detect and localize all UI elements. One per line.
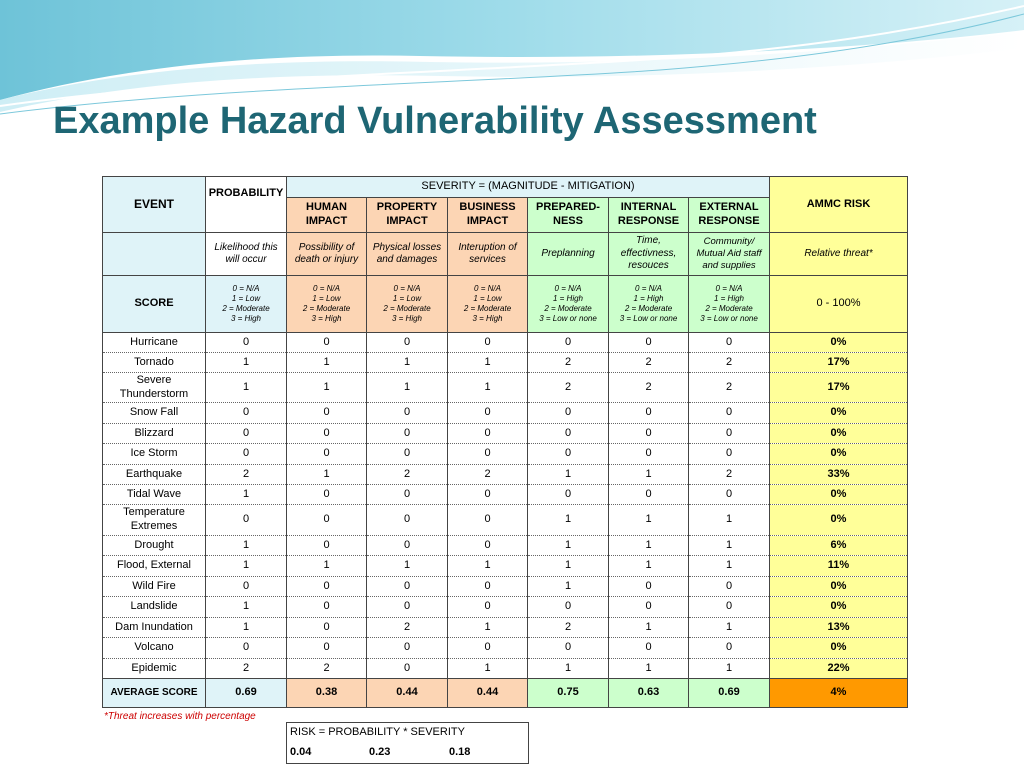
hazard-score-cell: 0 (367, 659, 448, 679)
hazard-score-cell: 0 (367, 333, 448, 353)
hazard-event-name: Ice Storm (103, 444, 206, 465)
hazard-risk-cell: 0% (770, 424, 908, 444)
hazard-event-name: Flood, External (103, 556, 206, 577)
hazard-row (103, 353, 908, 373)
hazard-score-cell: 0 (448, 333, 528, 353)
hazard-score-cell: 1 (287, 556, 367, 577)
hazard-score-cell: 2 (528, 373, 609, 403)
hazard-score-cell: 1 (609, 465, 689, 485)
hazard-row (103, 597, 908, 618)
hazard-score-cell: 0 (206, 577, 287, 597)
hazard-score-cell: 0 (287, 505, 367, 536)
score-legend-preparedness: 0 = N/A 1 = High 2 = Moderate 3 = Low or none (528, 276, 609, 333)
hazard-event-name: Snow Fall (103, 403, 206, 424)
score-legend-probability: 0 = N/A 1 = Low 2 = Moderate 3 = High (206, 276, 287, 333)
hazard-rows (103, 333, 908, 679)
hazard-score-cell: 1 (367, 556, 448, 577)
hazard-risk-cell: 17% (770, 373, 908, 403)
hazard-score-cell: 0 (609, 444, 689, 465)
hazard-score-cell: 1 (206, 556, 287, 577)
score-legend-external: 0 = N/A 1 = High 2 = Moderate 3 = Low or none (689, 276, 770, 333)
hazard-score-cell: 1 (528, 536, 609, 556)
hazard-score-cell: 0 (206, 403, 287, 424)
hazard-score-cell: 0 (689, 424, 770, 444)
hazard-risk-cell: 33% (770, 465, 908, 485)
hazard-score-cell: 0 (609, 577, 689, 597)
desc-risk: Relative threat* (770, 233, 908, 276)
hazard-event-name: Volcano (103, 638, 206, 659)
header-severity: SEVERITY = (MAGNITUDE - MITIGATION) (287, 177, 770, 198)
hazard-score-cell: 0 (367, 505, 448, 536)
average-property: 0.44 (367, 679, 448, 708)
score-legend-internal: 0 = N/A 1 = High 2 = Moderate 3 = Low or none (609, 276, 689, 333)
slide-title: Example Hazard Vulnerability Assessment (53, 100, 817, 142)
hazard-score-cell: 0 (528, 403, 609, 424)
hazard-risk-cell: 0% (770, 597, 908, 618)
hazard-score-cell: 0 (287, 638, 367, 659)
hazard-score-cell: 0 (367, 403, 448, 424)
score-legend-property: 0 = N/A 1 = Low 2 = Moderate 3 = High (367, 276, 448, 333)
hazard-score-cell: 0 (287, 424, 367, 444)
threat-footnote: *Threat increases with percentage (104, 711, 256, 722)
hazard-score-cell: 0 (609, 403, 689, 424)
hazard-risk-cell: 6% (770, 536, 908, 556)
desc-property: Physical losses and damages (367, 233, 448, 276)
hazard-score-cell: 1 (287, 353, 367, 373)
hazard-score-cell: 1 (528, 505, 609, 536)
hazard-score-cell: 0 (689, 333, 770, 353)
hazard-row (103, 333, 908, 353)
hazard-risk-cell: 0% (770, 638, 908, 659)
hazard-row (103, 618, 908, 638)
hazard-risk-cell: 11% (770, 556, 908, 577)
hazard-risk-cell: 0% (770, 403, 908, 424)
hazard-event-name: Drought (103, 536, 206, 556)
score-legend-business: 0 = N/A 1 = Low 2 = Moderate 3 = High (448, 276, 528, 333)
header-internal-response: INTERNAL RESPONSE (609, 198, 689, 233)
average-business: 0.44 (448, 679, 528, 708)
hazard-event-name: Earthquake (103, 465, 206, 485)
desc-probability: Likelihood this will occur (206, 233, 287, 276)
hazard-score-cell: 0 (528, 333, 609, 353)
hazard-score-cell: 0 (689, 577, 770, 597)
hazard-score-cell: 1 (609, 505, 689, 536)
hazard-score-cell: 0 (287, 444, 367, 465)
hazard-score-cell: 0 (367, 485, 448, 505)
hazard-score-cell: 2 (367, 618, 448, 638)
hazard-score-cell: 1 (689, 659, 770, 679)
hazard-score-cell: 0 (287, 577, 367, 597)
average-probability: 0.69 (206, 679, 287, 708)
hazard-score-cell: 0 (528, 485, 609, 505)
hazard-score-cell: 0 (609, 485, 689, 505)
header-preparedness: PREPARED-NESS (528, 198, 609, 233)
hazard-score-cell: 0 (206, 444, 287, 465)
hazard-score-cell: 0 (287, 618, 367, 638)
hazard-score-cell: 0 (609, 424, 689, 444)
risk-value-impact: 0.23 (369, 746, 391, 758)
desc-external: Community/ Mutual Aid staff and supplies (689, 233, 770, 276)
risk-formula-box (286, 722, 529, 764)
hazard-score-cell: 0 (528, 424, 609, 444)
hazard-score-cell: 0 (609, 638, 689, 659)
hazard-row (103, 444, 908, 465)
risk-formula-label: RISK = PROBABILITY * SEVERITY (290, 726, 465, 738)
hazard-risk-cell: 0% (770, 577, 908, 597)
hazard-score-cell: 1 (367, 373, 448, 403)
hazard-row (103, 659, 908, 679)
hazard-score-cell: 2 (689, 353, 770, 373)
hazard-score-cell: 0 (367, 536, 448, 556)
desc-human: Possibility of death or injury (287, 233, 367, 276)
hazard-score-cell: 1 (206, 353, 287, 373)
average-internal: 0.63 (609, 679, 689, 708)
desc-event-blank (103, 233, 206, 276)
hazard-score-cell: 1 (206, 536, 287, 556)
hazard-score-cell: 0 (367, 577, 448, 597)
hazard-score-cell: 1 (689, 556, 770, 577)
hazard-event-name: Epidemic (103, 659, 206, 679)
hazard-risk-cell: 0% (770, 444, 908, 465)
hazard-score-cell: 0 (367, 444, 448, 465)
hazard-row (103, 373, 908, 403)
hazard-score-cell: 0 (448, 424, 528, 444)
hazard-score-cell: 1 (448, 659, 528, 679)
hazard-score-cell: 0 (448, 597, 528, 618)
hazard-event-name: Landslide (103, 597, 206, 618)
hazard-score-cell: 0 (287, 597, 367, 618)
hazard-score-cell: 0 (689, 638, 770, 659)
hazard-risk-cell: 0% (770, 505, 908, 536)
hazard-event-name: Blizzard (103, 424, 206, 444)
hazard-row (103, 577, 908, 597)
hazard-score-cell: 1 (287, 373, 367, 403)
hazard-event-name: Severe Thunderstorm (103, 373, 206, 403)
header-property-impact: PROPERTY IMPACT (367, 198, 448, 233)
hazard-event-name: Wild Fire (103, 577, 206, 597)
hazard-score-cell: 1 (528, 659, 609, 679)
hva-table (102, 176, 908, 708)
header-external-response: EXTERNAL RESPONSE (689, 198, 770, 233)
desc-business: Interuption of services (448, 233, 528, 276)
hazard-event-name: Dam Inundation (103, 618, 206, 638)
hazard-score-cell: 1 (206, 485, 287, 505)
hazard-score-cell: 0 (206, 638, 287, 659)
header-human-impact: HUMAN IMPACT (287, 198, 367, 233)
hazard-risk-cell: 0% (770, 333, 908, 353)
hazard-score-cell: 0 (448, 536, 528, 556)
hazard-score-cell: 1 (206, 597, 287, 618)
hazard-score-cell: 1 (609, 556, 689, 577)
hazard-score-cell: 0 (367, 597, 448, 618)
score-label: SCORE (103, 276, 206, 333)
hazard-score-cell: 1 (206, 373, 287, 403)
hazard-score-cell: 0 (448, 505, 528, 536)
hazard-score-cell: 0 (528, 444, 609, 465)
hazard-score-cell: 2 (448, 465, 528, 485)
hazard-score-cell: 0 (689, 403, 770, 424)
score-legend-human: 0 = N/A 1 = Low 2 = Moderate 3 = High (287, 276, 367, 333)
header-business-impact: BUSINESS IMPACT (448, 198, 528, 233)
header-probability: PROBABILITY (206, 177, 287, 233)
risk-value-mitigation: 0.18 (449, 746, 471, 758)
hazard-score-cell: 2 (528, 353, 609, 373)
hazard-score-cell: 2 (367, 465, 448, 485)
hazard-row (103, 505, 908, 536)
hazard-score-cell: 1 (448, 556, 528, 577)
hazard-score-cell: 1 (689, 536, 770, 556)
hazard-row (103, 556, 908, 577)
hazard-score-cell: 1 (287, 465, 367, 485)
hazard-score-cell: 0 (689, 597, 770, 618)
desc-internal: Time, effectivness, resouces (609, 233, 689, 276)
hazard-score-cell: 0 (448, 577, 528, 597)
hazard-score-cell: 0 (287, 536, 367, 556)
hazard-event-name: Hurricane (103, 333, 206, 353)
hazard-score-cell: 2 (528, 618, 609, 638)
hazard-score-cell: 0 (689, 444, 770, 465)
hazard-score-cell: 1 (448, 373, 528, 403)
hazard-score-cell: 2 (287, 659, 367, 679)
hazard-score-cell: 2 (206, 659, 287, 679)
hazard-row (103, 465, 908, 485)
hazard-event-name: Tidal Wave (103, 485, 206, 505)
hazard-score-cell: 0 (448, 403, 528, 424)
header-event: EVENT (103, 177, 206, 233)
hazard-row (103, 536, 908, 556)
hazard-score-cell: 0 (448, 444, 528, 465)
hazard-score-cell: 2 (689, 465, 770, 485)
hazard-score-cell: 1 (609, 659, 689, 679)
hazard-row (103, 638, 908, 659)
hazard-score-cell: 1 (609, 618, 689, 638)
hazard-score-cell: 1 (689, 618, 770, 638)
hazard-score-cell: 0 (206, 505, 287, 536)
header-risk: AMMC RISK (770, 177, 908, 233)
hazard-score-cell: 0 (287, 403, 367, 424)
average-preparedness: 0.75 (528, 679, 609, 708)
hazard-score-cell: 0 (367, 424, 448, 444)
desc-preparedness: Preplanning (528, 233, 609, 276)
hazard-score-cell: 0 (609, 597, 689, 618)
score-risk-range: 0 - 100% (770, 276, 908, 333)
hazard-score-cell: 1 (448, 618, 528, 638)
hazard-score-cell: 0 (528, 638, 609, 659)
hazard-score-cell: 0 (448, 638, 528, 659)
hazard-event-name: Tornado (103, 353, 206, 373)
hazard-score-cell: 2 (689, 373, 770, 403)
average-label: AVERAGE SCORE (103, 679, 206, 708)
average-external: 0.69 (689, 679, 770, 708)
average-human: 0.38 (287, 679, 367, 708)
average-risk: 4% (770, 679, 908, 708)
hazard-risk-cell: 22% (770, 659, 908, 679)
hazard-score-cell: 0 (528, 597, 609, 618)
hazard-score-cell: 0 (689, 485, 770, 505)
hazard-score-cell: 2 (609, 373, 689, 403)
hazard-score-cell: 1 (528, 556, 609, 577)
hazard-score-cell: 0 (206, 424, 287, 444)
hazard-row (103, 485, 908, 505)
hazard-score-cell: 0 (609, 333, 689, 353)
hazard-row (103, 424, 908, 444)
hazard-row (103, 403, 908, 424)
risk-value-probability: 0.04 (290, 746, 312, 758)
hazard-score-cell: 1 (689, 505, 770, 536)
hazard-score-cell: 0 (287, 333, 367, 353)
hazard-event-name: Temperature Extremes (103, 505, 206, 536)
hazard-score-cell: 0 (287, 485, 367, 505)
hazard-score-cell: 0 (367, 638, 448, 659)
hazard-score-cell: 1 (528, 577, 609, 597)
hazard-score-cell: 2 (206, 465, 287, 485)
hazard-score-cell: 1 (609, 536, 689, 556)
hazard-score-cell: 0 (206, 333, 287, 353)
hazard-score-cell: 1 (206, 618, 287, 638)
hazard-score-cell: 2 (609, 353, 689, 373)
hazard-score-cell: 1 (367, 353, 448, 373)
hazard-score-cell: 1 (528, 465, 609, 485)
hazard-risk-cell: 0% (770, 485, 908, 505)
hazard-risk-cell: 13% (770, 618, 908, 638)
hazard-score-cell: 0 (448, 485, 528, 505)
hazard-score-cell: 1 (448, 353, 528, 373)
hazard-risk-cell: 17% (770, 353, 908, 373)
